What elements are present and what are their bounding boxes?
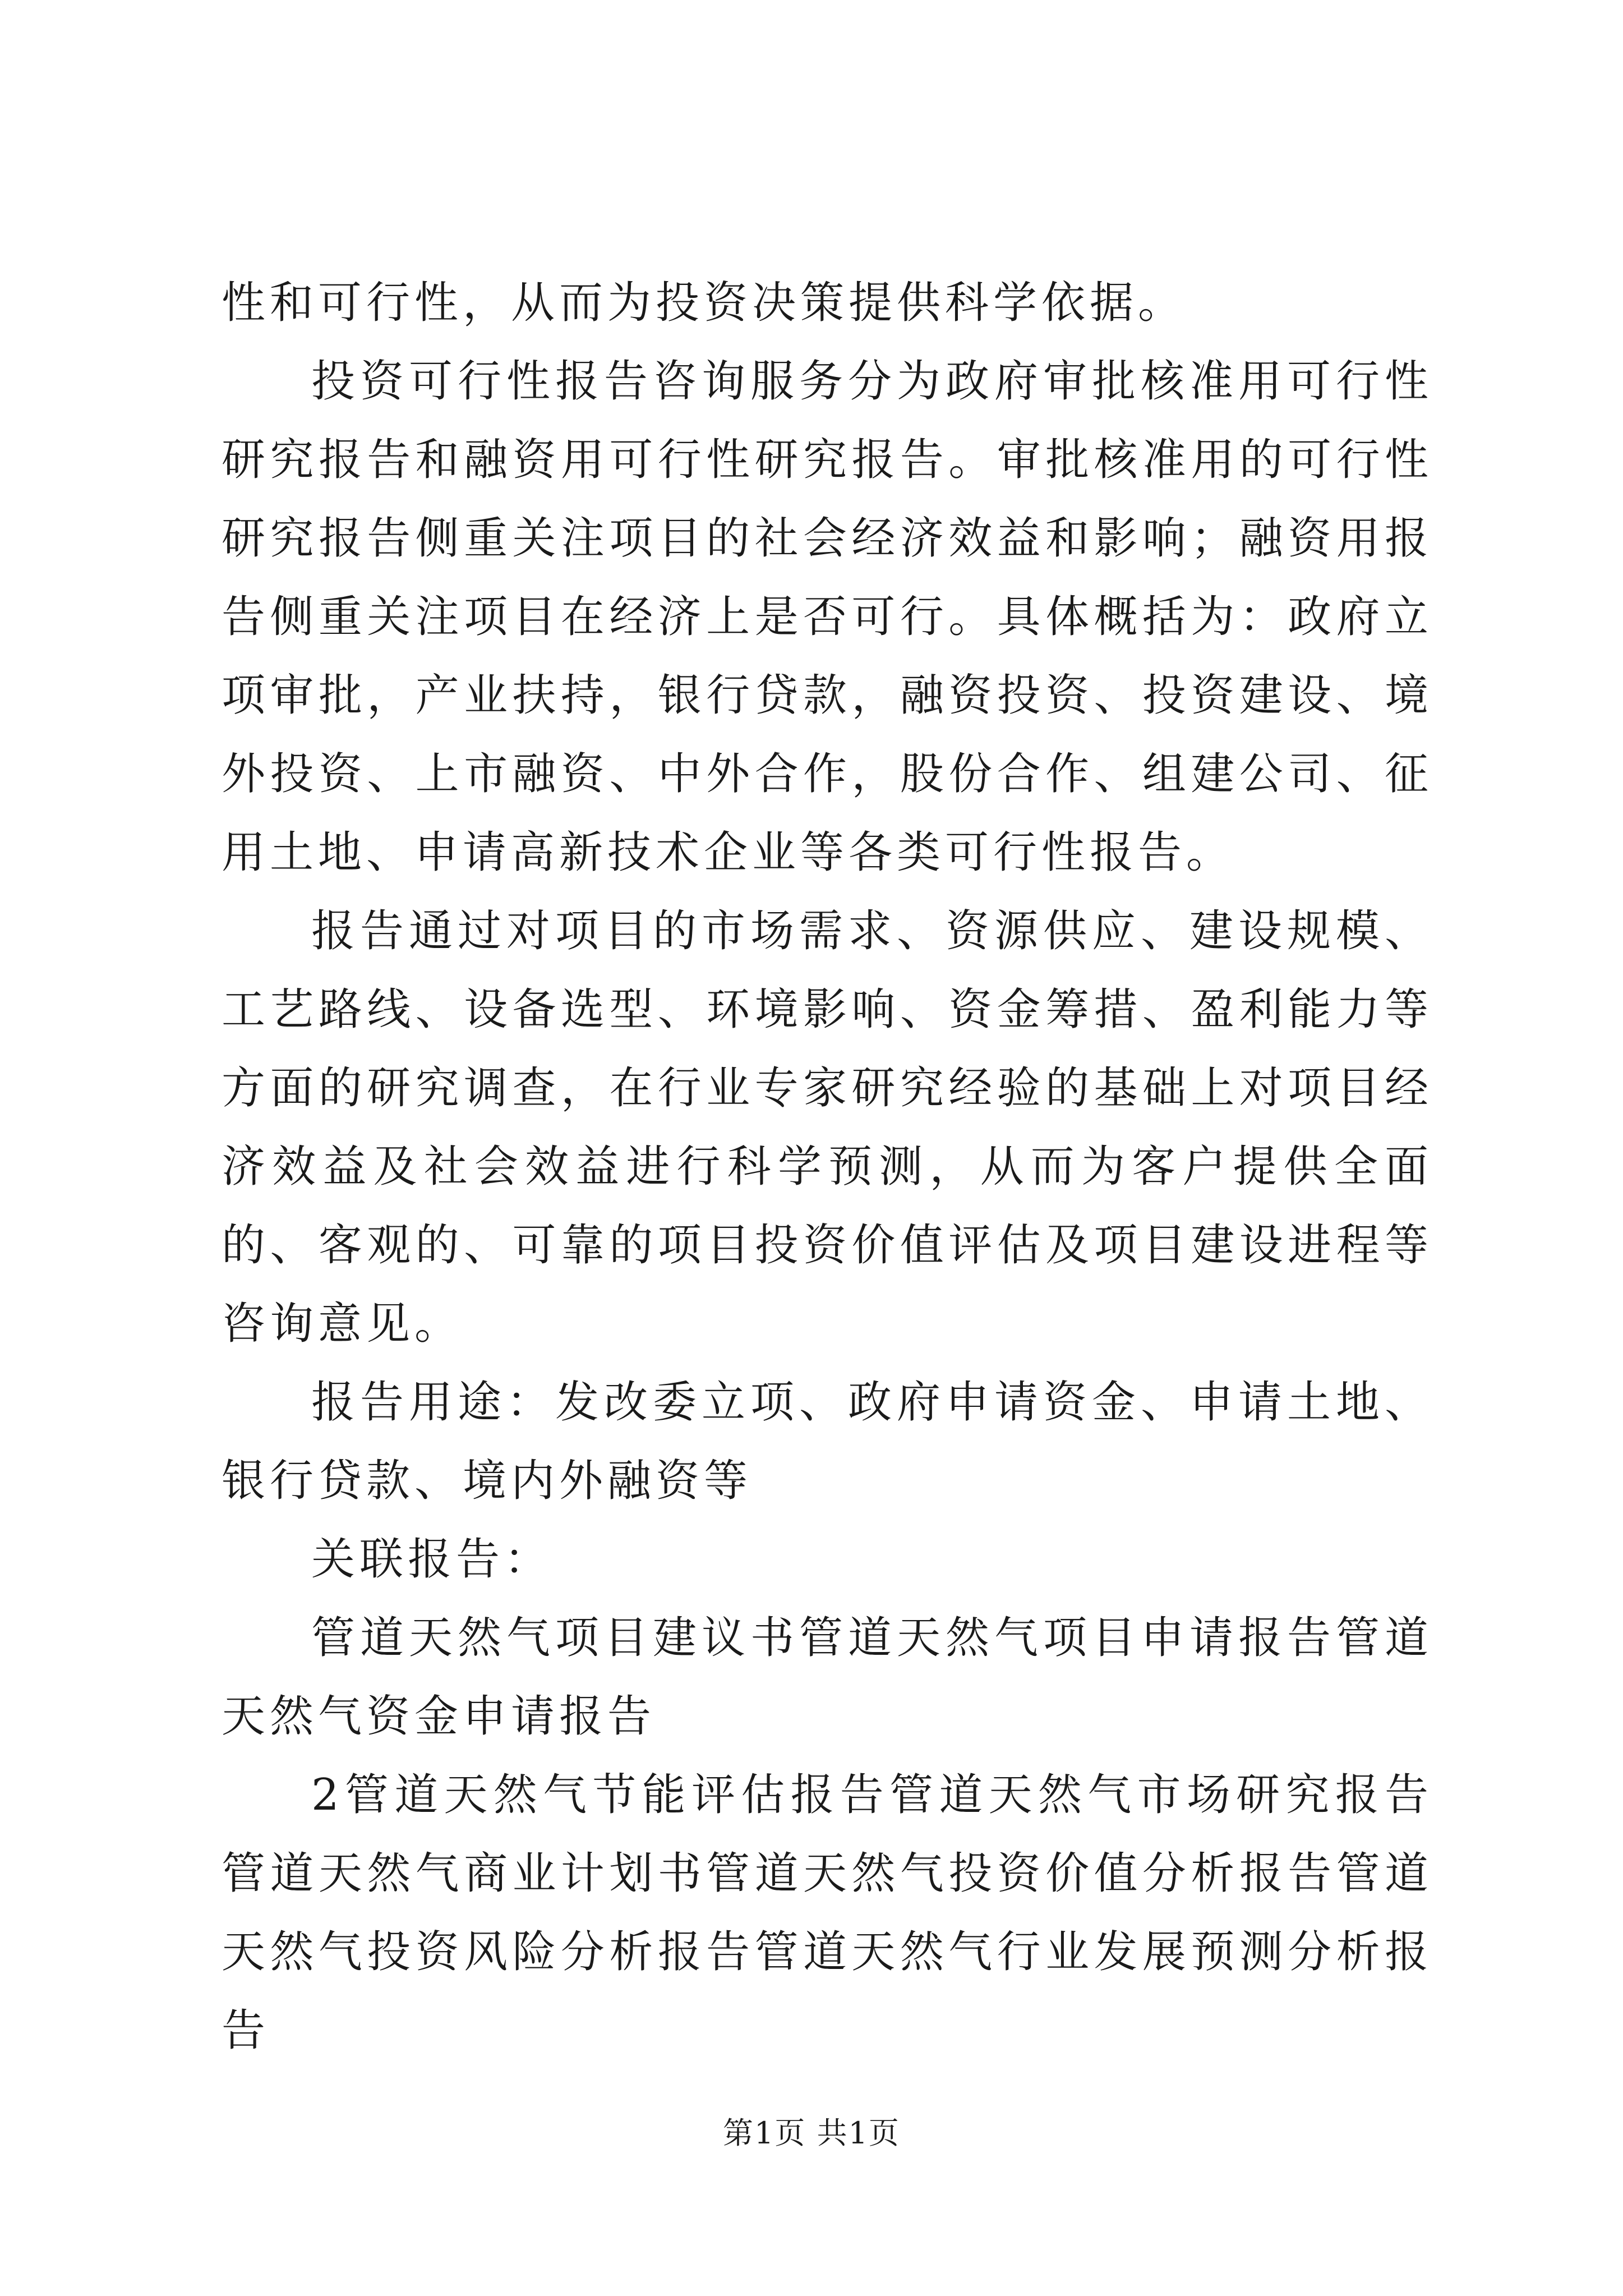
paragraph: 2管道天然气节能评估报告管道天然气市场研究报告管道天然气商业计划书管道天然气投资价值分析报告管道天然气投资风险分析报告管道天然气行业发展预测分析报告 [222,1770,1433,2056]
paragraph-heading: 关联报告： [311,1534,553,1585]
page-footer: 第1页 共1页 [723,2115,900,2151]
paragraph: 报告通过对项目的市场需求、资源供应、建设规模、工艺路线、设备选型、环境影响、资金筹措、盈利能力等方面的研究调查，在行业专家研究经验的基础上对项目经济效益及社会效益进行科学预测，从而为客户提供全面的、客观的、可靠的项目投资价值评估及项目建设进程等咨询意见。 [222,906,1433,1349]
paragraph: 性和可行性，从而为投资决策提供科学依据。 [222,278,1187,328]
document-body [222,264,1433,2070]
paragraph: 管道天然气项目建议书管道天然气项目申请报告管道天然气资金申请报告 [222,1613,1433,1742]
paragraph: 报告用途：发改委立项、政府申请资金、申请土地、银行贷款、境内外融资等 [222,1377,1433,1506]
paragraph: 投资可行性报告咨询服务分为政府审批核准用可行性研究报告和融资用可行性研究报告。审批核准用的可行性研究报告侧重关注项目的社会经济效益和影响；融资用报告侧重关注项目在经济上是否可行。具体概括为：政府立项审批，产业扶持，银行贷款，融资投资、投资建设、境外投资、上市融资、中外合作，股份合作、组建公司、征用土地、申请高新技术企业等各类可行性报告。 [222,356,1433,878]
